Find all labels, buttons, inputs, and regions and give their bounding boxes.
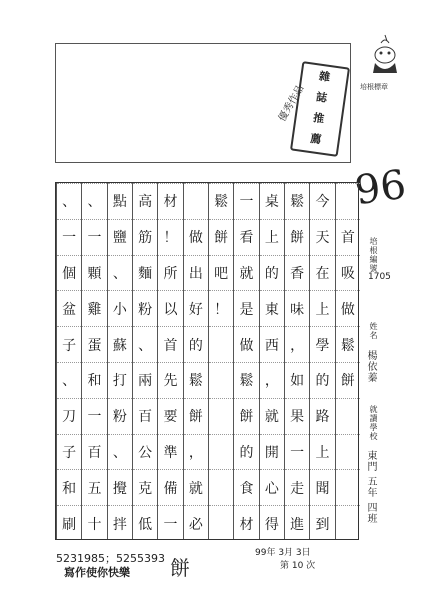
grid-cell: 顆 xyxy=(82,255,106,291)
grid-cell: 筋 xyxy=(133,219,157,255)
grid-cell: 必 xyxy=(184,505,208,541)
grid-cell: 上 xyxy=(310,434,334,470)
writing-grid xyxy=(55,182,359,540)
grid-cell: 和 xyxy=(57,469,81,505)
grid-cell: 刀 xyxy=(57,398,81,434)
grid-cell: 今 xyxy=(310,183,334,219)
grid-cell: ！ xyxy=(158,219,182,255)
grid-cell: 得 xyxy=(260,505,284,541)
grid-cell: 餅 xyxy=(184,398,208,434)
grid-cell: 公 xyxy=(133,434,157,470)
grid-cell: 出 xyxy=(184,255,208,291)
grid-cell: 首 xyxy=(158,326,182,362)
grid-cell: 小 xyxy=(108,290,132,326)
grid-cell xyxy=(336,398,360,434)
grid-cell: 克 xyxy=(133,469,157,505)
grid-cell: ， xyxy=(184,434,208,470)
grid-column xyxy=(335,183,360,539)
grid-cell: 鬆 xyxy=(285,183,309,219)
grid-cell: 一 xyxy=(57,219,81,255)
grid-cell: 就 xyxy=(184,469,208,505)
grid-cell: 好 xyxy=(184,290,208,326)
grid-cell: 備 xyxy=(158,469,182,505)
score: 96 xyxy=(352,161,409,215)
grid-cell: 蛋 xyxy=(82,326,106,362)
grid-cell: 西 xyxy=(260,326,284,362)
grid-cell: 上 xyxy=(260,219,284,255)
grid-cell xyxy=(209,469,233,505)
grid-cell: 的 xyxy=(184,326,208,362)
grid-cell xyxy=(336,434,360,470)
grid-cell: 餅 xyxy=(285,219,309,255)
grid-cell: 上 xyxy=(310,290,334,326)
bacon-logo-icon xyxy=(367,33,403,81)
grid-cell: 天 xyxy=(310,219,334,255)
grid-cell: 走 xyxy=(285,469,309,505)
date: 99年 3月 3日 xyxy=(255,548,311,558)
attempt-number: 第 10 次 xyxy=(280,561,316,571)
logo-caption: 培根標章 xyxy=(360,83,388,91)
seal-char: 推 xyxy=(312,111,326,126)
name-value: 楊依蓁 xyxy=(365,350,376,383)
grid-cell: 要 xyxy=(158,398,182,434)
grid-cell: ， xyxy=(285,326,309,362)
grid-cell: 的 xyxy=(310,362,334,398)
grid-cell: 聞 xyxy=(310,469,334,505)
grid-cell: 子 xyxy=(57,434,81,470)
grid-cell: 一 xyxy=(234,183,258,219)
grid-cell: 果 xyxy=(285,398,309,434)
grid-cell: 拌 xyxy=(108,505,132,541)
grid-cell: 刷 xyxy=(57,505,81,541)
grid-cell: 東 xyxy=(260,290,284,326)
grid-cell: 吧 xyxy=(209,255,233,291)
grid-cell: 兩 xyxy=(133,362,157,398)
grid-cell: 麵 xyxy=(133,255,157,291)
name-label: 姓名 xyxy=(369,322,378,340)
grid-cell: 做 xyxy=(336,290,360,326)
grid-column xyxy=(56,183,81,539)
grid-cell: 、 xyxy=(57,362,81,398)
grid-cell: 和 xyxy=(82,362,106,398)
grid-column xyxy=(107,183,132,539)
grid-column xyxy=(259,183,284,539)
grid-cell: 十 xyxy=(82,505,106,541)
grid-cell: 鬆 xyxy=(234,362,258,398)
grid-cell xyxy=(209,398,233,434)
bacon-number-label: 培根編號 xyxy=(369,237,378,273)
grid-cell: 如 xyxy=(285,362,309,398)
grid-cell: 鬆 xyxy=(209,183,233,219)
grid-cell: 百 xyxy=(82,434,106,470)
bacon-number-value: 1705 xyxy=(368,272,391,282)
grid-cell: 盆 xyxy=(57,290,81,326)
grid-column xyxy=(81,183,106,539)
grid-cell: 高 xyxy=(133,183,157,219)
grid-cell: 、 xyxy=(57,183,81,219)
grid-cell: 百 xyxy=(133,398,157,434)
seal-char: 薦 xyxy=(309,132,323,147)
grid-cell: 做 xyxy=(184,219,208,255)
grid-cell: 的 xyxy=(234,434,258,470)
grid-cell: 粉 xyxy=(108,398,132,434)
phone-numbers: 5231985；5255393 xyxy=(56,552,165,565)
grid-cell xyxy=(184,183,208,219)
grid-cell: 攪 xyxy=(108,469,132,505)
school-value: 東門 五年 四班 xyxy=(365,450,376,525)
excellent-work-note: 優秀作品 xyxy=(276,83,307,124)
grid-cell: 一 xyxy=(82,398,106,434)
grid-cell: 、 xyxy=(82,183,106,219)
grid-cell: 學 xyxy=(310,326,334,362)
seal-char: 誌 xyxy=(315,90,328,105)
grid-cell xyxy=(336,505,360,541)
signature-char: 餅 xyxy=(170,556,190,580)
seal-char: 雜 xyxy=(318,69,331,85)
grid-cell: 餅 xyxy=(234,398,258,434)
grid-cell: 點 xyxy=(108,183,132,219)
grid-cell: 到 xyxy=(310,505,334,541)
grid-cell: 桌 xyxy=(260,183,284,219)
grid-cell: 在 xyxy=(310,255,334,291)
grid-column xyxy=(284,183,309,539)
grid-cell xyxy=(336,469,360,505)
grid-cell: 、 xyxy=(108,434,132,470)
grid-cell: 材 xyxy=(158,183,182,219)
grid-column xyxy=(132,183,157,539)
grid-cell: 心 xyxy=(260,469,284,505)
grid-cell xyxy=(209,362,233,398)
grid-cell: 一 xyxy=(82,219,106,255)
grid-column xyxy=(233,183,258,539)
school-label: 就讀學校 xyxy=(369,405,378,441)
grid-cell: 餅 xyxy=(336,362,360,398)
grid-cell: 鹽 xyxy=(108,219,132,255)
grid-cell xyxy=(209,326,233,362)
grid-cell: 打 xyxy=(108,362,132,398)
grid-cell: 就 xyxy=(260,398,284,434)
grid-cell: 五 xyxy=(82,469,106,505)
grid-cell xyxy=(336,183,360,219)
grid-cell: 粉 xyxy=(133,290,157,326)
grid-cell: 低 xyxy=(133,505,157,541)
slogan: 寫作使你快樂 xyxy=(64,566,130,579)
grid-cell: 路 xyxy=(310,398,334,434)
grid-cell xyxy=(209,434,233,470)
grid-cell: 就 xyxy=(234,255,258,291)
grid-cell: 味 xyxy=(285,290,309,326)
grid-column xyxy=(309,183,334,539)
grid-cell: 蘇 xyxy=(108,326,132,362)
grid-cell: 進 xyxy=(285,505,309,541)
grid-cell: 先 xyxy=(158,362,182,398)
grid-cell: 一 xyxy=(285,434,309,470)
grid-cell: 所 xyxy=(158,255,182,291)
grid-cell: 一 xyxy=(158,505,182,541)
grid-column xyxy=(208,183,233,539)
grid-cell: 開 xyxy=(260,434,284,470)
grid-cell: 香 xyxy=(285,255,309,291)
grid-cell: ， xyxy=(260,362,284,398)
grid-column xyxy=(157,183,182,539)
grid-cell xyxy=(209,505,233,541)
grid-cell: 鬆 xyxy=(184,362,208,398)
grid-cell: 雞 xyxy=(82,290,106,326)
grid-cell: 材 xyxy=(234,505,258,541)
grid-column xyxy=(183,183,208,539)
grid-cell: 首 xyxy=(336,219,360,255)
grid-cell: 、 xyxy=(133,326,157,362)
grid-cell: 個 xyxy=(57,255,81,291)
grid-cell: 子 xyxy=(57,326,81,362)
grid-cell: 看 xyxy=(234,219,258,255)
grid-cell: 以 xyxy=(158,290,182,326)
grid-cell: 的 xyxy=(260,255,284,291)
grid-cell: 鬆 xyxy=(336,326,360,362)
grid-cell: 做 xyxy=(234,326,258,362)
grid-cell: 食 xyxy=(234,469,258,505)
grid-cell: 準 xyxy=(158,434,182,470)
grid-cell: 、 xyxy=(108,255,132,291)
grid-cell: 餅 xyxy=(209,219,233,255)
grid-cell: 是 xyxy=(234,290,258,326)
grid-cell: ！ xyxy=(209,290,233,326)
grid-cell: 吸 xyxy=(336,255,360,291)
